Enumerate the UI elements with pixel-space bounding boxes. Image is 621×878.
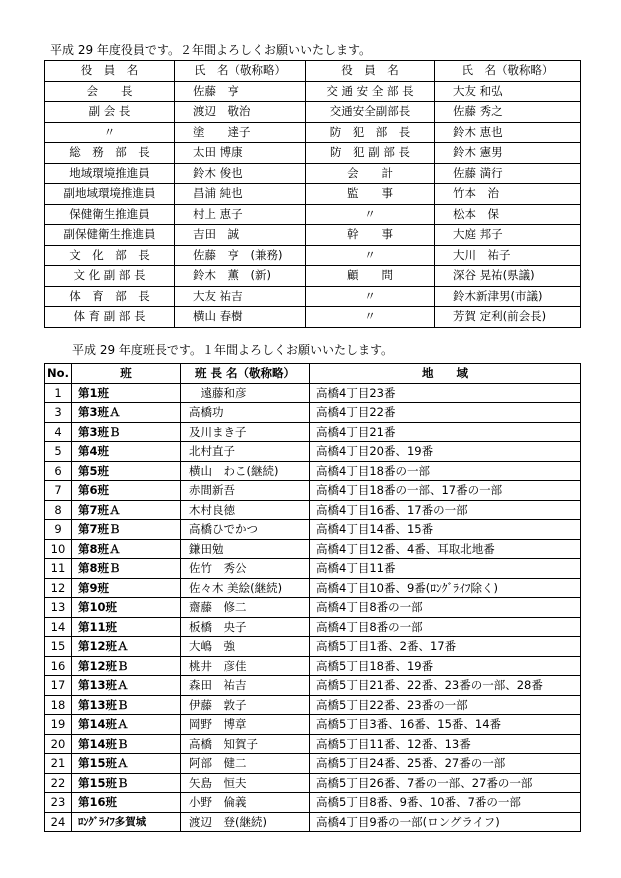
row-number: 21 [45, 754, 72, 774]
officer-name: 鈴木 憲男 [435, 143, 581, 164]
officers-header-row [45, 61, 581, 82]
officer-name: 佐藤 秀之 [435, 102, 581, 123]
officer-role: 〃 [306, 245, 435, 266]
officer-row [45, 122, 581, 143]
row-number: 3 [45, 403, 72, 423]
area-description: 高橋5丁目3番、16番、15番、14番 [310, 715, 581, 735]
area-description: 高橋4丁目21番 [310, 422, 581, 442]
officer-role: 顧 問 [306, 266, 435, 287]
chief-row [45, 734, 581, 754]
officer-name: 深谷 晃祐(県議) [435, 266, 581, 287]
officers-header-name: 氏 名（敬称略） [435, 61, 581, 82]
officer-name: 鈴木 恵也 [435, 122, 581, 143]
chief-name: 横山 わこ(継続) [181, 461, 310, 481]
officer-name: 竹本 治 [435, 184, 581, 205]
row-number: 22 [45, 773, 72, 793]
chief-name: 矢島 恒夫 [181, 773, 310, 793]
officer-row [45, 245, 581, 266]
officer-role: 防 犯 部 長 [306, 122, 435, 143]
chiefs-caption: 平成 29 年度班長です。１年間よろしくお願いいたします。 [72, 343, 393, 357]
row-number: 13 [45, 598, 72, 618]
han-name: 第7班Ｂ [72, 520, 181, 540]
area-description: 高橋5丁目1番、2番、17番 [310, 637, 581, 657]
officer-role: 交通安全副部長 [306, 102, 435, 123]
row-number: 6 [45, 461, 72, 481]
chief-name: 板橋 央子 [181, 617, 310, 637]
row-number: 20 [45, 734, 72, 754]
han-name: 第9班 [72, 578, 181, 598]
officer-name: 鈴木 薫 (新) [175, 266, 306, 287]
chief-name: 渡辺 登(継続) [181, 812, 310, 832]
officer-name: 渡辺 敬治 [175, 102, 306, 123]
officer-role: 総 務 部 長 [45, 143, 175, 164]
officer-row [45, 143, 581, 164]
area-description: 高橋5丁目26番、7番の一部、27番の一部 [310, 773, 581, 793]
officer-name: 大友 祐吉 [175, 286, 306, 307]
area-description: 高橋4丁目11番 [310, 559, 581, 579]
officer-row [45, 163, 581, 184]
row-number: 19 [45, 715, 72, 735]
officer-role: 体 育 副 部 長 [45, 307, 175, 328]
chief-name: 高橋 知賀子 [181, 734, 310, 754]
area-description: 高橋4丁目8番の一部 [310, 617, 581, 637]
area-description: 高橋4丁目18番の一部 [310, 461, 581, 481]
row-number: 18 [45, 695, 72, 715]
chief-name: 佐々木 美絵(継続) [181, 578, 310, 598]
han-name: 第14班Ａ [72, 715, 181, 735]
officer-role: 副保健衛生推進員 [45, 225, 175, 246]
area-description: 高橋5丁目24番、25番、27番の一部 [310, 754, 581, 774]
officer-name: 鈴木新津男(市議) [435, 286, 581, 307]
chief-name: 高橋ひでかつ [181, 520, 310, 540]
row-number: 16 [45, 656, 72, 676]
officer-name: 佐藤 満行 [435, 163, 581, 184]
han-name: 第6班 [72, 481, 181, 501]
chief-row [45, 617, 581, 637]
han-name: 第8班Ａ [72, 539, 181, 559]
chief-name: 高橋功 [181, 403, 310, 423]
officer-role: 体 育 部 長 [45, 286, 175, 307]
han-name: 第13班Ｂ [72, 695, 181, 715]
officer-role: 幹 事 [306, 225, 435, 246]
row-number: 9 [45, 520, 72, 540]
officer-role: 保健衛生推進員 [45, 204, 175, 225]
chief-row [45, 539, 581, 559]
officer-name: 大川 祐子 [435, 245, 581, 266]
row-number: 5 [45, 442, 72, 462]
officer-role: 〃 [306, 286, 435, 307]
officer-role: 防 犯 副 部 長 [306, 143, 435, 164]
chief-name: 遠藤和彦 [181, 383, 310, 403]
officer-role: 副 会 長 [45, 102, 175, 123]
area-description: 高橋5丁目21番、22番、23番の一部、28番 [310, 676, 581, 696]
chief-row [45, 773, 581, 793]
officer-name: 佐藤 亨 [175, 81, 306, 102]
row-number: 10 [45, 539, 72, 559]
officer-name: 大庭 邦子 [435, 225, 581, 246]
chief-name: 小野 倫義 [181, 793, 310, 813]
chief-row [45, 812, 581, 832]
chief-row [45, 598, 581, 618]
area-description: 高橋4丁目9番の一部(ロングライフ) [310, 812, 581, 832]
officer-name: 太田 博康 [175, 143, 306, 164]
chief-name: 森田 祐吉 [181, 676, 310, 696]
area-description: 高橋5丁目18番、19番 [310, 656, 581, 676]
chief-name: 佐竹 秀公 [181, 559, 310, 579]
chief-name: 伊藤 敦子 [181, 695, 310, 715]
han-name: 第15班Ａ [72, 754, 181, 774]
chief-row [45, 754, 581, 774]
chief-row [45, 520, 581, 540]
chief-name: 鎌田勉 [181, 539, 310, 559]
han-name: 第12班Ａ [72, 637, 181, 657]
chiefs-table [44, 363, 581, 832]
area-description: 高橋5丁目8番、9番、10番、7番の一部 [310, 793, 581, 813]
officer-name: 吉田 誠 [175, 225, 306, 246]
officer-name: 村上 恵子 [175, 204, 306, 225]
chief-row [45, 500, 581, 520]
row-number: 11 [45, 559, 72, 579]
officers-table [44, 60, 581, 328]
officer-role: 監 事 [306, 184, 435, 205]
chief-name: 大嶋 強 [181, 637, 310, 657]
officer-role: 文 化 部 長 [45, 245, 175, 266]
area-description: 高橋4丁目18番の一部、17番の一部 [310, 481, 581, 501]
chief-row [45, 695, 581, 715]
area-description: 高橋4丁目22番 [310, 403, 581, 423]
officer-name: 松本 保 [435, 204, 581, 225]
officer-name: 横山 春樹 [175, 307, 306, 328]
chief-row [45, 715, 581, 735]
chief-row [45, 676, 581, 696]
officer-row [45, 204, 581, 225]
row-number: 1 [45, 383, 72, 403]
chief-name: 阿部 健二 [181, 754, 310, 774]
row-number: 14 [45, 617, 72, 637]
han-name: 第14班Ｂ [72, 734, 181, 754]
officer-role: 〃 [306, 204, 435, 225]
chief-row [45, 383, 581, 403]
han-name: 第4班 [72, 442, 181, 462]
officer-role: 会 計 [306, 163, 435, 184]
han-name: 第3班Ａ [72, 403, 181, 423]
officer-name: 塗 達子 [175, 122, 306, 143]
han-name: 第11班 [72, 617, 181, 637]
officer-name: 大友 和弘 [435, 81, 581, 102]
area-description: 高橋5丁目22番、23番の一部 [310, 695, 581, 715]
chiefs-header-chief: 班 長 名（敬称略） [181, 364, 310, 384]
area-description: 高橋4丁目16番、17番の一部 [310, 500, 581, 520]
han-name: 第10班 [72, 598, 181, 618]
area-description: 高橋5丁目11番、12番、13番 [310, 734, 581, 754]
chief-name: 岡野 博章 [181, 715, 310, 735]
chief-name: 桃井 彦佳 [181, 656, 310, 676]
row-number: 12 [45, 578, 72, 598]
row-number: 15 [45, 637, 72, 657]
officer-row [45, 225, 581, 246]
officers-header-role: 役 員 名 [306, 61, 435, 82]
row-number: 24 [45, 812, 72, 832]
han-name: 第3班Ｂ [72, 422, 181, 442]
chief-row [45, 578, 581, 598]
chiefs-header-area: 地 域 [310, 364, 581, 384]
area-description: 高橋4丁目23番 [310, 383, 581, 403]
chief-name: 北村直子 [181, 442, 310, 462]
chief-name: 齋藤 修二 [181, 598, 310, 618]
row-number: 23 [45, 793, 72, 813]
officer-role: 〃 [45, 122, 175, 143]
chief-row [45, 793, 581, 813]
officer-name: 鈴木 俊也 [175, 163, 306, 184]
chief-row [45, 481, 581, 501]
chief-name: 及川まき子 [181, 422, 310, 442]
han-name: 第7班Ａ [72, 500, 181, 520]
officer-role: 〃 [306, 307, 435, 328]
han-name: ﾛﾝｸﾞﾗｲﾌ多賀城 [72, 812, 181, 832]
row-number: 17 [45, 676, 72, 696]
chief-name: 赤間新吾 [181, 481, 310, 501]
officer-row [45, 266, 581, 287]
area-description: 高橋4丁目10番、9番(ﾛﾝｸﾞﾗｲﾌ除く) [310, 578, 581, 598]
row-number: 8 [45, 500, 72, 520]
chief-name: 木村良徳 [181, 500, 310, 520]
chief-row [45, 422, 581, 442]
han-name: 第15班Ｂ [72, 773, 181, 793]
officer-role: 交 通 安 全 部 長 [306, 81, 435, 102]
chief-row [45, 403, 581, 423]
area-description: 高橋4丁目20番、19番 [310, 442, 581, 462]
chief-row [45, 656, 581, 676]
chiefs-header-han: 班 [72, 364, 181, 384]
han-name: 第12班Ｂ [72, 656, 181, 676]
officers-header-name: 氏 名（敬称略） [175, 61, 306, 82]
officer-row [45, 184, 581, 205]
chief-row [45, 461, 581, 481]
row-number: 4 [45, 422, 72, 442]
officers-header-role: 役 員 名 [45, 61, 175, 82]
officer-row [45, 102, 581, 123]
chiefs-header-row [45, 364, 581, 384]
officer-role: 会 長 [45, 81, 175, 102]
officers-caption: 平成 29 年度役員です。２年間よろしくお願いいたします。 [50, 43, 371, 57]
han-name: 第1班 [72, 383, 181, 403]
han-name: 第13班Ａ [72, 676, 181, 696]
officer-row [45, 81, 581, 102]
han-name: 第16班 [72, 793, 181, 813]
area-description: 高橋4丁目12番、4番、耳取北地番 [310, 539, 581, 559]
chief-row [45, 442, 581, 462]
chiefs-header-no: No. [45, 364, 72, 384]
han-name: 第5班 [72, 461, 181, 481]
chief-row [45, 637, 581, 657]
officer-row [45, 286, 581, 307]
officer-name: 佐藤 亨 (兼務) [175, 245, 306, 266]
officer-role: 地域環境推進員 [45, 163, 175, 184]
officer-row [45, 307, 581, 328]
chief-row [45, 559, 581, 579]
area-description: 高橋4丁目14番、15番 [310, 520, 581, 540]
officer-name: 昌浦 純也 [175, 184, 306, 205]
officer-name: 芳賀 定利(前会長) [435, 307, 581, 328]
row-number: 7 [45, 481, 72, 501]
area-description: 高橋4丁目8番の一部 [310, 598, 581, 618]
han-name: 第8班Ｂ [72, 559, 181, 579]
officer-role: 副地域環境推進員 [45, 184, 175, 205]
officer-role: 文 化 副 部 長 [45, 266, 175, 287]
